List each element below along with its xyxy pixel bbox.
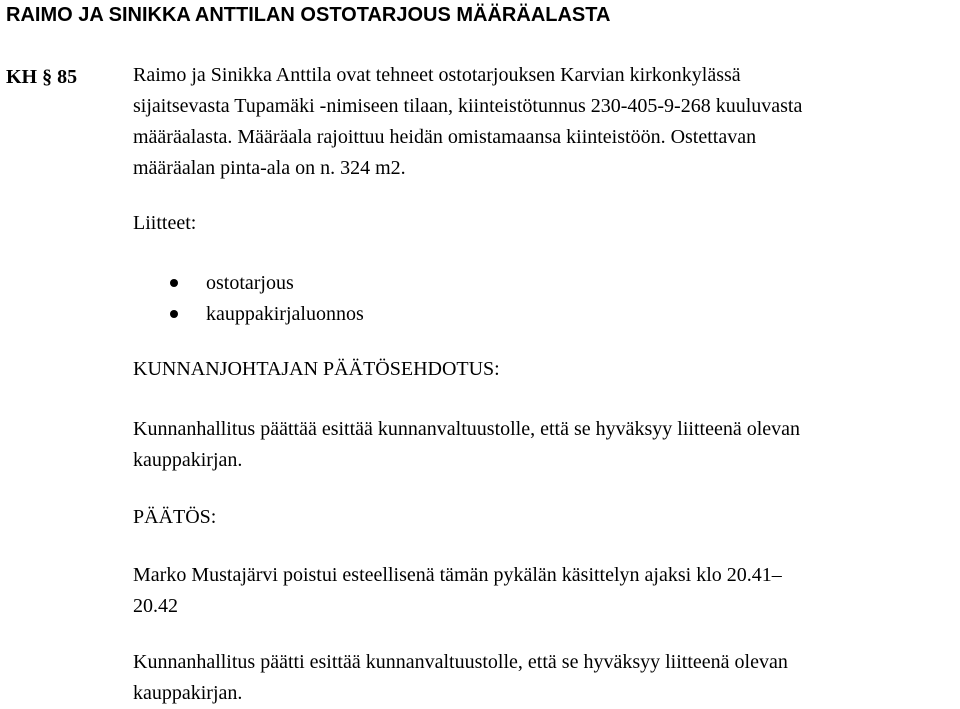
decision-line: kauppakirjan. xyxy=(133,682,243,704)
attachments-list xyxy=(133,268,364,330)
bullet-icon xyxy=(170,279,178,287)
bullet-icon xyxy=(170,310,178,318)
attachment-item xyxy=(133,268,364,299)
intro-line: Raimo ja Sinikka Anttila ovat tehneet ostotarjouksen Karvian kirkonkylässä xyxy=(133,64,741,86)
decision-note-line: Marko Mustajärvi poistui esteellisenä tämän pykälän käsittelyn ajaksi klo 20.41– xyxy=(133,564,782,586)
decision-line: Kunnanhallitus päätti esittää kunnanvaltuustolle, että se hyväksyy liitteenä olevan xyxy=(133,651,788,673)
decision-note-line: 20.42 xyxy=(133,595,178,617)
intro-paragraph xyxy=(133,60,953,184)
attachment-item xyxy=(133,299,364,330)
decision-heading: PÄÄTÖS: xyxy=(133,506,217,528)
intro-line: sijaitsevasta Tupamäki -nimiseen tilaan, kiinteistötunnus 230-405-9-268 kuuluvasta xyxy=(133,95,803,117)
attachment-label: kauppakirjaluonnos xyxy=(206,303,364,325)
proposal-paragraph xyxy=(133,414,953,476)
attachment-label: ostotarjous xyxy=(206,272,294,294)
intro-line: määräalan pinta-ala on n. 324 m2. xyxy=(133,157,406,179)
decision-note-paragraph xyxy=(133,560,953,622)
proposal-heading: KUNNANJOHTAJAN PÄÄTÖSEHDOTUS: xyxy=(133,358,500,380)
proposal-line: kauppakirjan. xyxy=(133,449,243,471)
attachments-label: Liitteet: xyxy=(133,212,197,234)
proposal-line: Kunnanhallitus päättää esittää kunnanvaltuustolle, että se hyväksyy liitteenä olevan xyxy=(133,418,801,440)
decision-paragraph xyxy=(133,647,953,709)
document-title: RAIMO JA SINIKKA ANTTILAN OSTOTARJOUS MÄÄRÄALASTA xyxy=(6,4,611,26)
section-code: KH § 85 xyxy=(6,66,78,88)
intro-line: määräalasta. Määräala rajoittuu heidän omistamaansa kiinteistöön. Ostettavan xyxy=(133,126,757,148)
